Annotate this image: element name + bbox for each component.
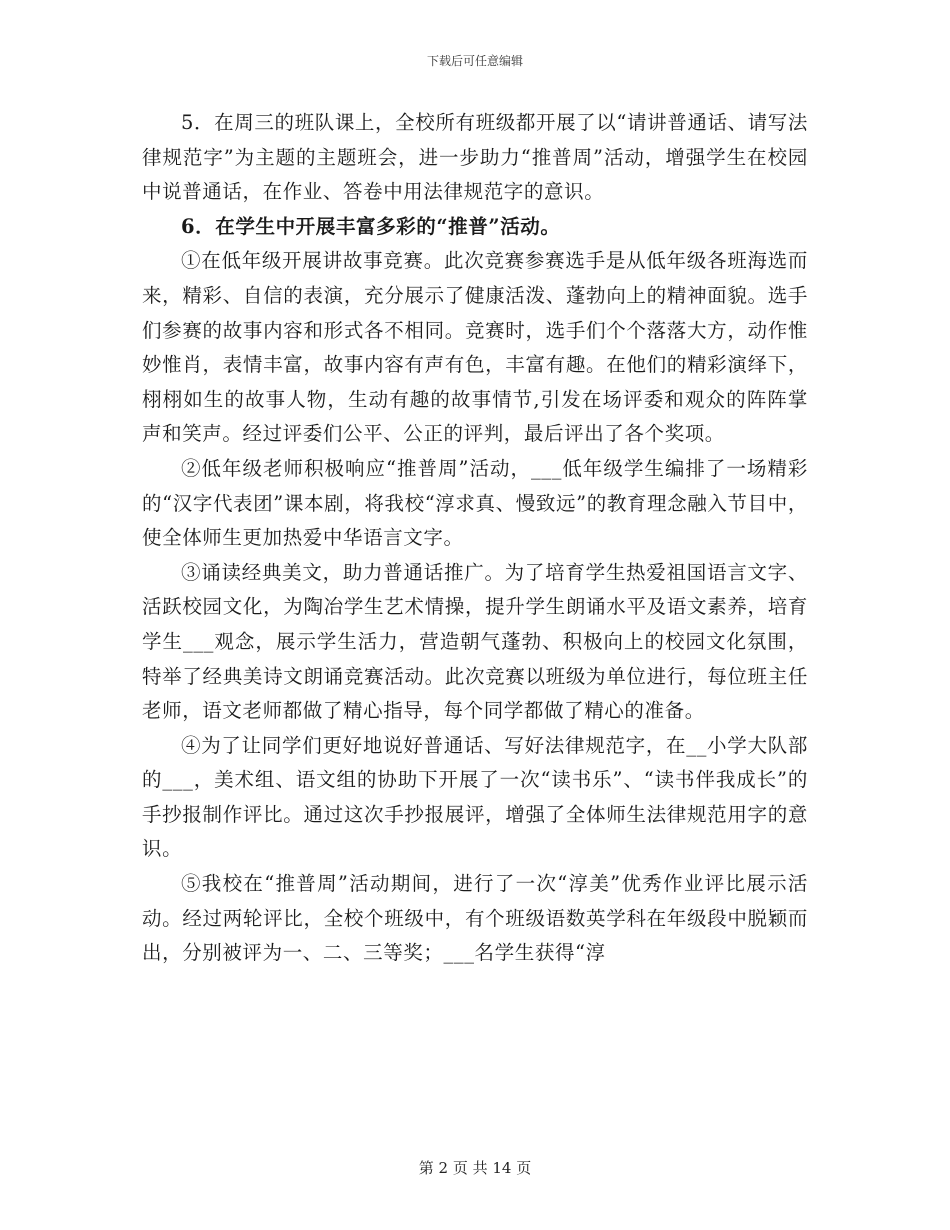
paragraph-item-2: ②低年级老师积极响应“推普周”活动，___低年级学生编排了一场精彩的“汉字代表团”课本剧，将我校“淳求真、慢致远”的教育理念融入节目中，使全体师生更加热爱中华语言文字。 xyxy=(142,456,808,550)
page-number: 第 2 页 共 14 页 xyxy=(418,1159,532,1177)
paragraph-5: 5．在周三的班队课上，全校所有班级都开展了以“请讲普通话、请写法律规范字”为主题的主题班会，进一步助力“推普周”活动，增强学生在校园中说普通话，在作业、答卷中用法律规范字的意识。 xyxy=(142,111,808,204)
paragraph-item-5: ⑤我校在“推普周”活动期间，进行了一次“淳美”优秀作业评比展示活动。经过两轮评比，全校个班级中，有个班级语数英学科在年级段中脱颖而出，分别被评为一、二、三等奖；___名学生获得“淳 xyxy=(142,872,808,965)
paragraph-item-1: ①在低年级开展讲故事竞赛。此次竞赛参赛选手是从低年级各班海选而来，精彩、自信的表演，充分展示了健康活泼、蓬勃向上的精神面貌。选手们参赛的故事内容和形式各不相同。竞赛时，选手们个个落落大方，动作惟妙惟肖，表情丰富，故事内容有声有色，丰富有趣。在他们的精彩演绎下，栩栩如生的故事人物，生动有趣的故事情节,引发在场评委和观众的阵阵掌声和笑声。经过评委们公平、公正的评判，最后评出了各个奖项。 xyxy=(142,249,808,446)
document-body xyxy=(142,106,808,971)
paragraph-item-4: ④为了让同学们更好地说好普通话、写好法律规范字，在__小学大队部的___，美术组、语文组的协助下开展了一次“读书乐”、“读书伴我成长”的手抄报制作评比。通过这次手抄报展评，增强了全体师生法律规范用字的意识。 xyxy=(142,733,808,861)
paragraph-item-3: ③诵读经典美文，助力普通话推广。为了培育学生热爱祖国语言文字、活跃校园文化，为陶冶学生艺术情操，提升学生朗诵水平及语文素养，培育学生___观念，展示学生活力，营造朝气蓬勃、积极向上的校园文化氛围，特举了经典美诗文朗诵竞赛活动。此次竞赛以班级为单位进行，每位班主任老师，语文老师都做了精心指导，每个同学都做了精心的准备。 xyxy=(142,560,808,723)
section-heading-6: 6．在学生中开展丰富多彩的“推普”活动。 xyxy=(181,214,561,238)
page-header: 下载后可任意编辑 xyxy=(426,54,523,68)
